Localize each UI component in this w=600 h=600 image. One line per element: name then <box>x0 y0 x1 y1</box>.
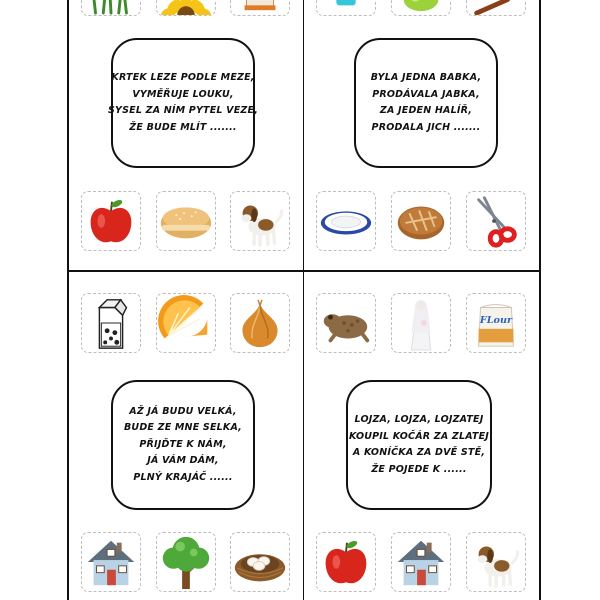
dog-icon <box>230 191 290 251</box>
tree-icon <box>156 532 216 592</box>
rhyme-line: PRODÁVALA JABKA, <box>372 88 480 100</box>
rhyme-line: JÁ VÁM DÁM, <box>147 455 219 467</box>
jar-icon <box>230 0 290 16</box>
right-cut-line <box>539 0 541 600</box>
sunflower-icon <box>156 0 216 16</box>
rhyme-line: PLNÝ KRAJÁČ ...... <box>133 471 233 483</box>
rhyme-text <box>371 70 482 136</box>
bread-roll-icon <box>156 191 216 251</box>
rhyme-line: BUDE ZE MNE SELKA, <box>123 422 242 434</box>
rhyme-box <box>111 380 255 510</box>
rhyme-line: A KONÍČKA ZA DVĚ STĚ, <box>352 447 486 458</box>
stick-icon <box>466 0 526 16</box>
rhyme-line: PRODALA JICH ....... <box>371 121 481 133</box>
rhyme-box <box>354 38 498 168</box>
flour-label: FLour <box>479 315 513 326</box>
cup-icon <box>316 0 376 16</box>
rhyme-line: PŘIJĎTE K NÁM, <box>139 438 227 450</box>
bread-loaf-icon <box>391 191 451 251</box>
rhyme-line: LOJZA, LOJZA, LOJZATEJ <box>354 414 484 425</box>
orange-slice-icon <box>156 293 216 353</box>
rhyme-box <box>108 38 259 168</box>
rhyme-text <box>349 412 489 478</box>
rhyme-line: VYMĚŘUJE LOUKU, <box>132 88 234 100</box>
rhyme-line: BYLA JEDNA BABKA, <box>370 72 482 83</box>
rhyme-line: KRTEK LEZE PODLE MEZE, <box>111 72 255 83</box>
left-cut-line <box>67 0 69 600</box>
scissors-icon <box>466 191 526 251</box>
horizontal-cut-line <box>67 270 541 272</box>
apple-icon <box>316 532 376 592</box>
rhyme-text <box>108 70 258 136</box>
rhyme-box <box>346 380 492 510</box>
rhyme-line: AŽ JÁ BUDU VELKÁ, <box>129 405 237 417</box>
dog-icon <box>466 532 526 592</box>
bride-icon <box>391 293 451 353</box>
plate-icon <box>316 191 376 251</box>
rhyme-line: ŽE POJEDE K ...... <box>371 463 467 475</box>
house-icon <box>391 532 451 592</box>
apple-icon <box>81 191 141 251</box>
middle-cut-line <box>303 0 304 600</box>
green-apple-icon <box>391 0 451 16</box>
rhyme-line: SYSEL ZA NÍM PYTEL VEZE, <box>108 105 259 116</box>
toad-icon <box>316 293 376 353</box>
onion-icon <box>230 293 290 353</box>
grass-icon <box>81 0 141 16</box>
rhyme-text <box>124 404 242 487</box>
rhyme-line: KOUPIL KOČÁR ZA ZLATEJ <box>348 430 490 442</box>
rhyme-line: ŽE BUDE MLÍT ....... <box>129 121 237 133</box>
milk-carton-icon <box>81 293 141 353</box>
nest-icon <box>230 532 290 592</box>
house-icon <box>81 532 141 592</box>
flour-sack-icon <box>466 293 526 353</box>
rhyme-line: ZA JEDEN HALÍŘ, <box>379 105 473 116</box>
